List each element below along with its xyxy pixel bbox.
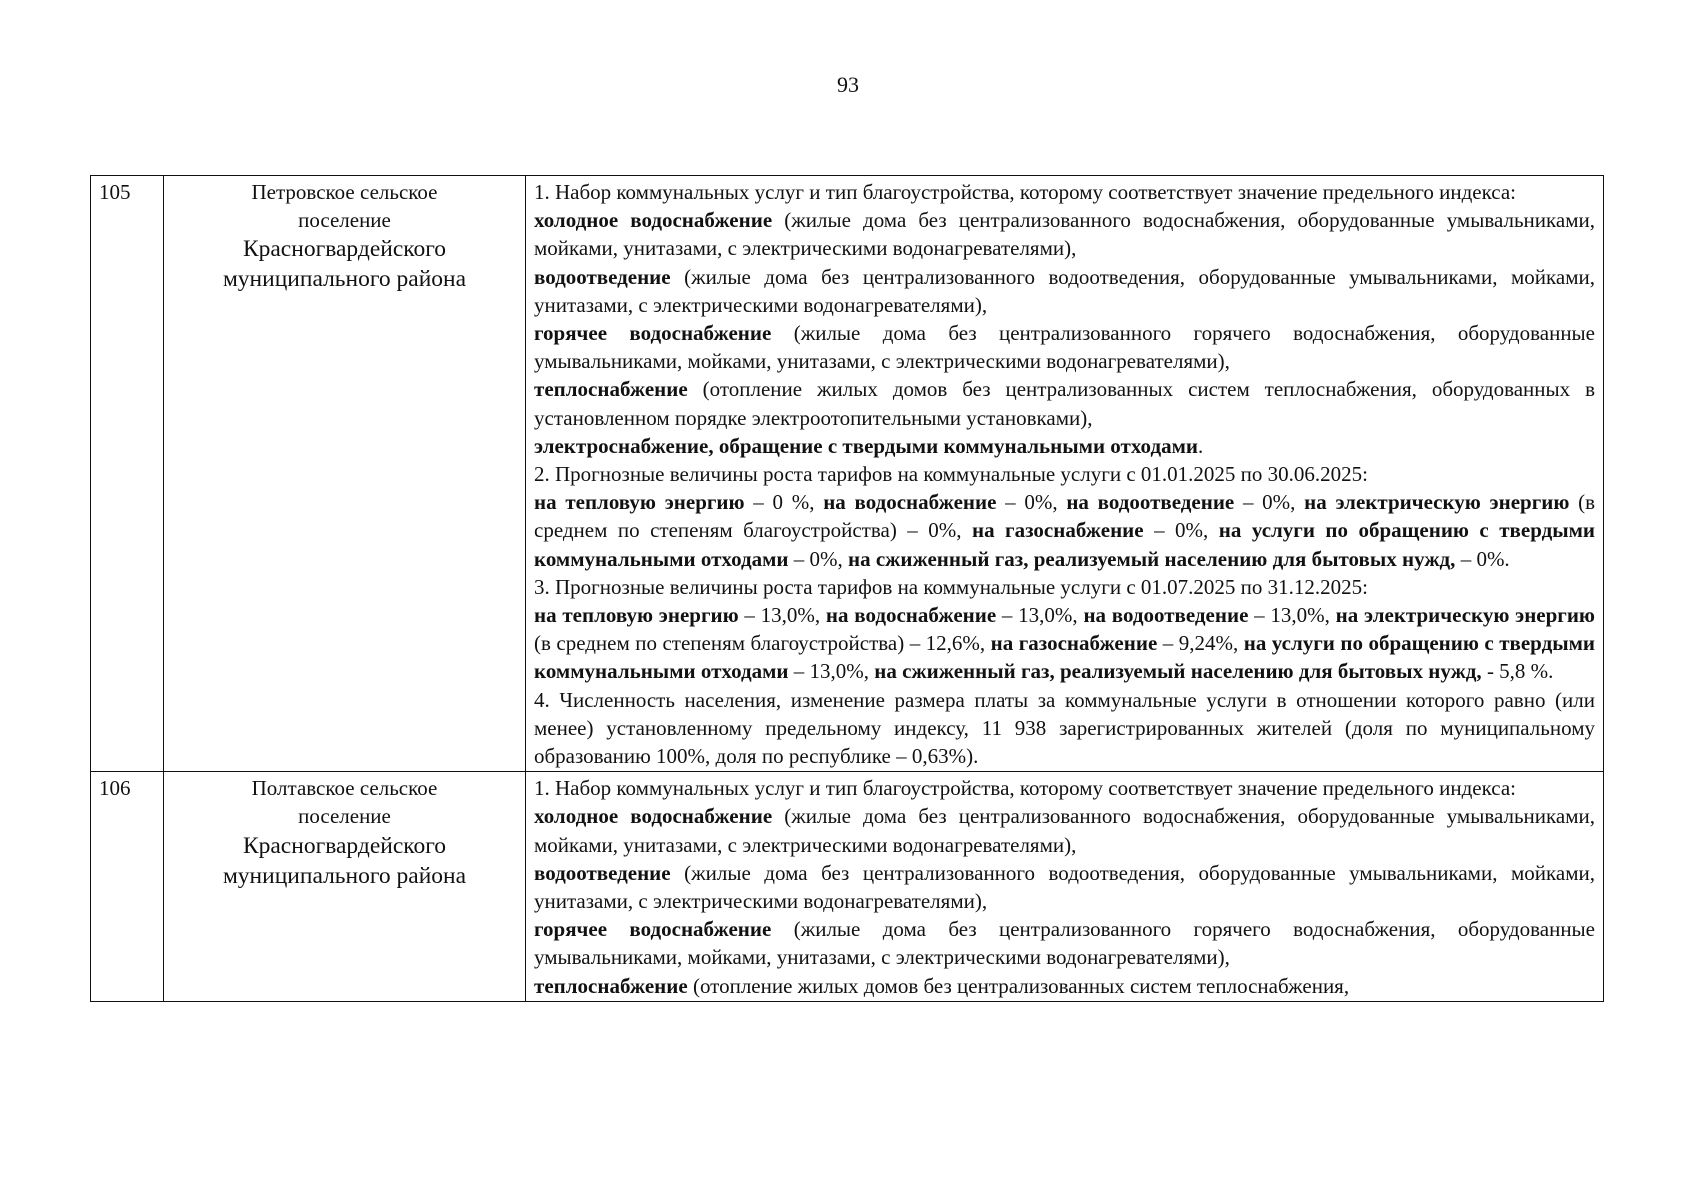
- indicator-description: [526, 176, 1604, 772]
- municipality-name: [164, 176, 526, 772]
- name-line: поселение: [298, 208, 391, 233]
- table-row: [91, 176, 1604, 772]
- service-electricity-waste: электроснабжение, обращение с твердыми коммунальными отходами.: [534, 433, 1204, 458]
- services-intro: 1. Набор коммунальных услуг и тип благоустройства, которому соответствует значение предельного индекса:: [534, 776, 1516, 801]
- name-line: муниципального района: [222, 862, 467, 889]
- row-number: 106: [91, 772, 164, 1002]
- population-info: 4. Численность населения, изменение размера платы за коммунальные услуги в отношении которого равно (или менее) установленному предельному индексу, 11 938 зарегистрированных жителей (доля по муниципальному образованию 100%, доля по республике – 0,63%).: [534, 687, 1595, 769]
- service-cold-water: холодное водоснабжение (жилые дома без централизованного водоснабжения, оборудованные умывальниками, мойками, унитазами, с электрическими водонагревателями),: [534, 208, 1595, 261]
- name-line: муниципального района: [222, 266, 467, 293]
- indicator-description: [526, 772, 1604, 1002]
- tariff-growth-h1-intro: 2. Прогнозные величины роста тарифов на коммунальные услуги с 01.01.2025 по 30.06.2025:: [534, 462, 1368, 487]
- service-heating: теплоснабжение (отопление жилых домов без централизованных систем теплоснабжения, оборудованных в установленном порядке электроотопительными установками),: [534, 377, 1595, 430]
- service-cold-water: холодное водоснабжение (жилые дома без централизованного водоснабжения, оборудованные умывальниками, мойками, унитазами, с электрическими водонагревателями),: [534, 804, 1595, 857]
- service-hot-water: горячее водоснабжение (жилые дома без централизованного горячего водоснабжения, оборудованные умывальниками, мойками, унитазами, с электрическими водонагревателями),: [534, 917, 1595, 970]
- table-row: [91, 772, 1604, 1002]
- name-line: Полтавское сельское: [251, 776, 438, 801]
- tariff-table: [90, 175, 1604, 1002]
- tariff-growth-h2: на тепловую энергию – 13,0%, на водоснабжение – 13,0%, на водоотведение – 13,0%, на электрическую энергию (в среднем по степеням благоустройства) – 12,6%, на газоснабжение – 9,24%, на услуги по обращению с твердыми коммунальными отходами – 13,0%, на сжиженный газ, реализуемый населению для бытовых нужд, - 5,8 %.: [534, 603, 1596, 684]
- municipality-name: [164, 772, 526, 1002]
- service-drainage: водоотведение (жилые дома без централизованного водоотведения, оборудованные умывальниками, мойками, унитазами, с электрическими водонагревателями),: [534, 860, 1595, 914]
- service-heating: теплоснабжение (отопление жилых домов без централизованных систем теплоснабжения,: [534, 973, 1350, 998]
- name-line: Красногвардейского: [242, 832, 447, 859]
- services-intro: 1. Набор коммунальных услуг и тип благоустройства, которому соответствует значение предельного индекса:: [534, 180, 1516, 204]
- service-drainage: водоотведение (жилые дома без централизованного водоотведения, оборудованные умывальниками, мойками, унитазами, с электрическими водонагревателями),: [534, 264, 1595, 317]
- page-number: 93: [837, 72, 859, 97]
- name-line: поселение: [298, 804, 391, 829]
- name-line: Петровское сельское: [251, 180, 438, 204]
- name-line: Красногвардейского: [242, 236, 447, 263]
- tariff-growth-h1: на тепловую энергию – 0 %, на водоснабжение – 0%, на водоотведение – 0%, на электрическую энергию (в среднем по степеням благоустройства) – 0%, на газоснабжение – 0%, на услуги по обращению с твердыми коммунальными отходами – 0%, на сжиженный газ, реализуемый населению для бытовых нужд, – 0%.: [534, 490, 1596, 571]
- service-hot-water: горячее водоснабжение (жилые дома без централизованного горячего водоснабжения, оборудованные умывальниками, мойками, унитазами, с электрическими водонагревателями),: [534, 321, 1595, 374]
- tariff-growth-h2-intro: 3. Прогнозные величины роста тарифов на коммунальные услуги с 01.07.2025 по 31.12.2025:: [534, 574, 1368, 599]
- row-number: 105: [91, 176, 164, 772]
